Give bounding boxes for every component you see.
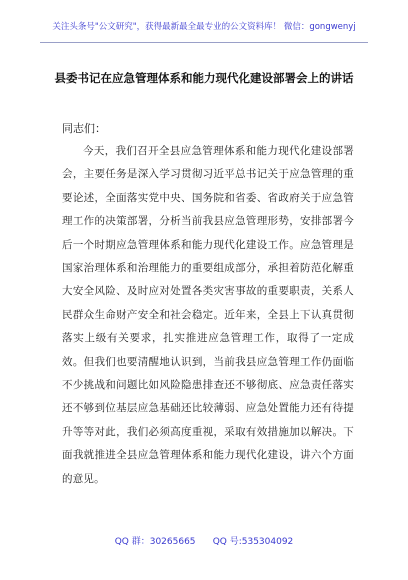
salutation: 同志们： (62, 122, 106, 135)
document-title: 县委书记在应急管理体系和能力现代化建设部署会上的讲话 (54, 71, 354, 85)
page-header-banner: 关注头条号"公文研究"，获得最新最全最专业的公文资料库！ 微信：gongwenyj (52, 22, 356, 32)
header-divider (40, 42, 368, 43)
body-paragraph: 今天，我们召开全县应急管理体系和能力现代化建设部署会，主要任务是深入学习贯彻习近平总书记关于应急管理的重要论述，全面落实党中央、国务院和省委、省政府关于应急管理工作的决策部署，分析当前我县应急管理形势，安排部署今后一个时期应急管理体系和能力现代化建设工作。应急管理是国家治理体系和治理能力的重要组成部分，承担着防范化解重大安全风险、及时应对处置各类灾害事故的重要职责，关系人民群众生命财产安全和社会稳定。近年来，全县上下认真贯彻落实上级有关要求，扎实推进应急管理工作，取得了一定成效。但我们也要清醒地认识到，当前我县应急管理工作仍面临不少挑战和问题比如风险隐患排查还不够彻底、应急责任落实还不够到位基层应急基础还比较薄弱、应急处置能力还有待提升等等对此，我们必须高度重视，采取有效措施加以解决。下面我就推进全县应急管理体系和能力现代化建设，讲六个方面的意见。 (62, 145, 354, 485)
page-footer: QQ 群：30265665 QQ 号:535304092 (114, 537, 294, 547)
